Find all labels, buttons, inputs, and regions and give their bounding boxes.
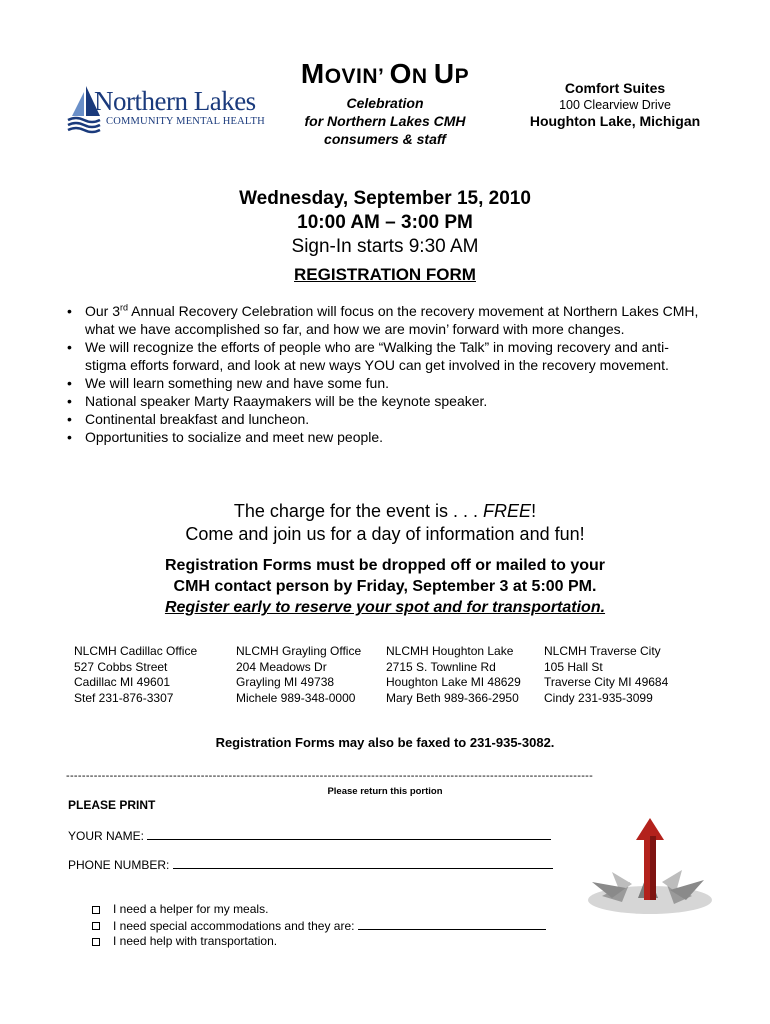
name-input-line[interactable] xyxy=(147,828,551,840)
office-cadillac: NLCMH Cadillac Office 527 Cobbs Street Cadillac MI 49601 Stef 231-876-3307 xyxy=(74,644,198,705)
name-field[interactable] xyxy=(68,828,551,843)
accommodations-input-line[interactable] xyxy=(358,918,546,930)
logo-tagline: COMMUNITY MENTAL HEALTH xyxy=(106,116,265,127)
event-highlights xyxy=(60,302,710,446)
rising-arrow-icon xyxy=(582,812,712,920)
registration-deadline: Registration Forms must be dropped off or mailed to your CMH contact person by Friday, September 3 at 5:00 PM. Register early to reserve your spot and for transportation. xyxy=(164,557,606,616)
event-time: 10:00 AM – 3:00 PM xyxy=(297,212,473,233)
office-traverse-city: NLCMH Traverse City 105 Hall St Traverse City MI 49684 Cindy 231-935-3099 xyxy=(544,644,669,705)
list-item: • Continental breakfast and luncheon. xyxy=(60,410,710,428)
phone-label: PHONE NUMBER: xyxy=(68,858,170,872)
checkbox-meal-helper[interactable]: I need a helper for my meals. xyxy=(92,902,546,918)
venue-city: Houghton Lake, Michigan xyxy=(529,113,701,129)
needs-checklist xyxy=(92,902,546,950)
list-item: • We will learn something new and have some fun. xyxy=(60,374,710,392)
list-item: • We will recognize the efforts of people who are “Walking the Talk” in moving recovery and anti-stigma efforts forward, and look at new ways YOU can get involved in the recovery movement. xyxy=(60,338,710,374)
logo-name: Northern Lakes xyxy=(94,86,256,116)
office-houghton-lake: NLCMH Houghton Lake 2715 S. Townline Rd Houghton Lake MI 48629 Mary Beth 989-366-2950 xyxy=(386,644,521,705)
return-note: Please return this portion xyxy=(327,786,443,797)
venue-name: Comfort Suites xyxy=(564,80,666,96)
phone-field[interactable] xyxy=(68,857,553,872)
event-subtitle: Celebration for Northern Lakes CMH consumers & staff xyxy=(304,95,466,147)
checkbox-icon[interactable] xyxy=(92,922,100,930)
registration-form-heading: REGISTRATION FORM xyxy=(294,265,476,284)
cut-line-divider: ------------------------------------------------------------------------------------------------------------------------------------- xyxy=(66,770,594,782)
checkbox-transportation[interactable]: I need help with transportation. xyxy=(92,934,546,950)
list-item: • Our 3rd Annual Recovery Celebration will focus on the recovery movement at Northern Lakes CMH, what we have accomplished so far, and how we are movin’ forward with more changes. xyxy=(60,302,710,338)
venue-street: 100 Clearview Drive xyxy=(559,98,671,112)
phone-input-line[interactable] xyxy=(173,857,553,869)
event-date: Wednesday, September 15, 2010 xyxy=(239,188,531,209)
organization-logo xyxy=(64,84,269,134)
please-print-label: PLEASE PRINT xyxy=(68,798,156,812)
venue-info xyxy=(520,80,710,130)
signin-time: Sign-In starts 9:30 AM xyxy=(291,236,479,257)
event-charge: The charge for the event is . . . FREE! Come and join us for a day of information and fun! xyxy=(185,501,585,544)
office-grayling: NLCMH Grayling Office 204 Meadows Dr Grayling MI 49738 Michele 989-348-0000 xyxy=(236,644,362,705)
event-title: MOVIN’ ON UP xyxy=(300,58,470,89)
checkbox-icon[interactable] xyxy=(92,906,100,914)
checkbox-special-accommodations[interactable]: I need special accommodations and they are: xyxy=(92,918,546,935)
checkbox-icon[interactable] xyxy=(92,938,100,946)
list-item: • National speaker Marty Raaymakers will be the keynote speaker. xyxy=(60,392,710,410)
name-label: YOUR NAME: xyxy=(68,829,145,843)
fax-note: Registration Forms may also be faxed to 231-935-3082. xyxy=(215,735,555,750)
event-schedule xyxy=(150,187,620,259)
list-item: • Opportunities to socialize and meet new people. xyxy=(60,428,710,446)
